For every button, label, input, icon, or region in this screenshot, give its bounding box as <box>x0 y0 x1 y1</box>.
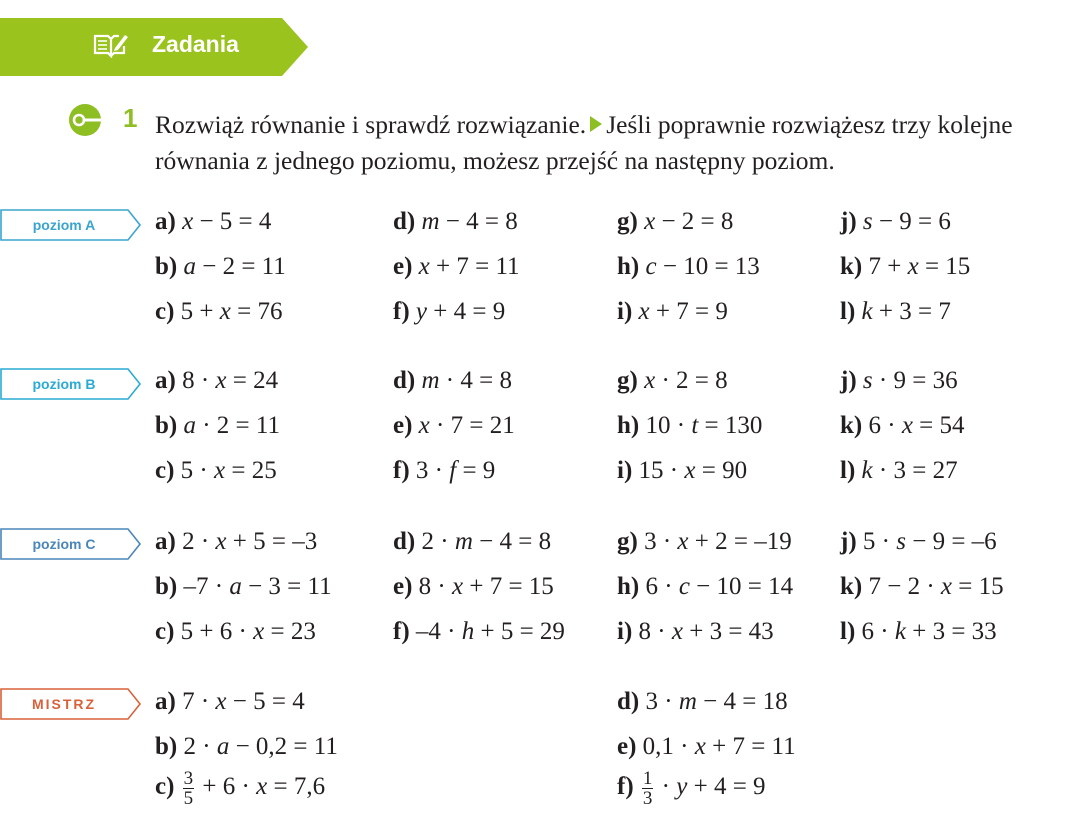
equation-letter: b) <box>155 253 184 280</box>
book-pencil-icon <box>93 32 129 58</box>
equation-letter: d) <box>617 688 646 715</box>
instruction-part-1: Rozwiąż równanie i sprawdź rozwiązanie. <box>155 110 587 139</box>
equation-letter: l) <box>840 457 862 484</box>
equation <box>617 253 760 281</box>
equation-expression: a · 2 = 11 <box>183 412 280 439</box>
level-label: poziom C <box>32 536 96 552</box>
equation <box>840 253 970 281</box>
equation-letter: d) <box>393 208 422 235</box>
equation <box>617 367 728 395</box>
equation <box>155 528 317 556</box>
equation <box>617 412 762 440</box>
equation-letter: d) <box>393 528 422 555</box>
fraction: $\frac{3}{5}$ <box>183 768 194 809</box>
equation-letter: l) <box>840 298 862 325</box>
equation-expression: 10 · t = 130 <box>645 412 763 439</box>
equation-expression: 5 + 6 · x = 23 <box>180 618 316 645</box>
equation <box>617 733 796 761</box>
equation <box>393 367 512 395</box>
equation-letter: c) <box>155 298 181 325</box>
equation-expression: c − 10 = 13 <box>645 253 760 280</box>
equation <box>155 367 278 395</box>
equation-letter: j) <box>840 367 863 394</box>
equation <box>617 528 792 556</box>
equation-expression: 3 · f = 9 <box>415 457 496 484</box>
equation-letter: i) <box>617 457 639 484</box>
equation <box>155 298 283 326</box>
equation <box>840 573 1004 601</box>
equation-expression: s − 9 = 6 <box>862 208 951 235</box>
equation-letter: b) <box>155 412 184 439</box>
equation-expression: 5 + x = 76 <box>180 298 283 325</box>
level-tag-c <box>0 528 142 560</box>
key-icon <box>68 103 114 137</box>
equation-letter: f) <box>393 457 416 484</box>
equation <box>155 733 338 761</box>
equation-letter: d) <box>393 367 422 394</box>
equation-expression: 2 · a − 0,2 = 11 <box>183 733 338 760</box>
equation <box>393 253 520 281</box>
equation-expression: 3 · m − 4 = 18 <box>645 688 788 715</box>
instruction-part-2: Jeśli poprawnie rozwiążesz trzy kolejne równania z jednego poziomu, możesz przejść na następny poziom. <box>155 110 1013 175</box>
equation-expression: –4 · h + 5 = 29 <box>415 618 565 645</box>
equation-expression: k + 3 = 7 <box>861 298 951 325</box>
equation-letter: k) <box>840 573 869 600</box>
equation-letter: f) <box>617 773 640 801</box>
equation-expression: 6 · x = 54 <box>868 412 965 439</box>
arrow-marker-icon <box>590 116 602 132</box>
equation-letter: a) <box>155 688 183 715</box>
equation-letter: h) <box>617 412 646 439</box>
level-label: MISTRZ <box>31 696 97 712</box>
equation-letter: i) <box>617 298 639 325</box>
equation <box>617 688 788 716</box>
equation-letter: a) <box>155 528 183 555</box>
equation-letter: e) <box>393 253 419 280</box>
equation-letter: c) <box>155 457 181 484</box>
equation-expression: + 6 · x = 7,6 <box>202 773 326 801</box>
equation-expression: –7 · a − 3 = 11 <box>183 573 332 600</box>
equation <box>155 769 325 808</box>
equation <box>840 208 951 236</box>
equation-letter: h) <box>617 573 646 600</box>
equation-expression: 15 · x = 90 <box>638 457 748 484</box>
equation-expression: k · 3 = 27 <box>861 457 958 484</box>
equation <box>155 412 280 440</box>
equation <box>617 457 747 485</box>
equation-letter: e) <box>393 573 419 600</box>
equation <box>393 412 515 440</box>
equation-expression: x + 7 = 11 <box>418 253 520 280</box>
equation-letter: j) <box>840 208 863 235</box>
fraction: $\frac{1}{3}$ <box>642 768 653 809</box>
equation-letter: g) <box>617 208 645 235</box>
equation-letter: b) <box>155 733 184 760</box>
equation-expression: m · 4 = 8 <box>421 367 512 394</box>
level-tag-mistrz <box>0 688 142 720</box>
equation <box>840 367 958 395</box>
equation-letter: a) <box>155 367 183 394</box>
equation-expression: 8 · x + 3 = 43 <box>638 618 774 645</box>
task-instruction <box>155 107 1055 179</box>
equation <box>840 412 965 440</box>
equation-expression: 8 · x = 24 <box>182 367 279 394</box>
task-number: 1 <box>123 103 138 133</box>
banner-title: Zadania <box>152 31 239 57</box>
equation-expression: m − 4 = 8 <box>421 208 518 235</box>
equation <box>617 769 766 808</box>
equation-letter: f) <box>393 298 416 325</box>
equation <box>393 528 551 556</box>
equation-letter: i) <box>617 618 639 645</box>
equation-letter: k) <box>840 253 869 280</box>
equation-expression: 7 · x − 5 = 4 <box>182 688 305 715</box>
equation-letter: h) <box>617 253 646 280</box>
equation-expression: a − 2 = 11 <box>183 253 286 280</box>
equation <box>840 528 997 556</box>
equation-letter: f) <box>393 618 416 645</box>
equation-letter: e) <box>393 412 419 439</box>
equation-expression: x + 7 = 9 <box>638 298 728 325</box>
equation <box>393 208 518 236</box>
equation <box>155 253 286 281</box>
equation <box>617 618 774 646</box>
equation <box>617 208 733 236</box>
equation-expression: 8 · x + 7 = 15 <box>418 573 554 600</box>
equation-letter: g) <box>617 367 645 394</box>
equation-letter: c) <box>155 618 181 645</box>
equation-expression: 7 − 2 · x = 15 <box>868 573 1004 600</box>
equation <box>155 208 271 236</box>
equation-letter: j) <box>840 528 863 555</box>
equation-expression: x − 2 = 8 <box>644 208 734 235</box>
equation-expression: 2 · x + 5 = –3 <box>182 528 318 555</box>
equation <box>155 688 305 716</box>
equation <box>393 618 565 646</box>
equation <box>617 298 728 326</box>
equation-expression: 2 · m − 4 = 8 <box>421 528 552 555</box>
equation <box>840 298 951 326</box>
level-label: poziom B <box>32 376 96 392</box>
equation-expression: x · 7 = 21 <box>418 412 515 439</box>
level-tag-a <box>0 209 142 241</box>
equation <box>155 618 316 646</box>
equation <box>617 573 793 601</box>
equation <box>155 573 332 601</box>
equation <box>840 457 958 485</box>
equation-letter: k) <box>840 412 869 439</box>
equation-letter: b) <box>155 573 184 600</box>
equation <box>155 457 277 485</box>
equation-expression: 6 · k + 3 = 33 <box>861 618 997 645</box>
equation-letter: l) <box>840 618 862 645</box>
level-label: poziom A <box>32 217 96 233</box>
level-tag-b <box>0 368 142 400</box>
equation-expression: s · 9 = 36 <box>862 367 958 394</box>
equation-letter: c) <box>155 773 181 801</box>
equation-expression: 3 · x + 2 = –19 <box>644 528 792 555</box>
equation <box>393 573 554 601</box>
equation-letter: e) <box>617 733 643 760</box>
equation <box>840 618 997 646</box>
equation-expression: x · 2 = 8 <box>644 367 728 394</box>
section-banner <box>0 18 308 76</box>
equation-expression: 6 · c − 10 = 14 <box>645 573 794 600</box>
equation-expression: y + 4 = 9 <box>415 298 506 325</box>
equation <box>393 298 505 326</box>
equation-expression: x − 5 = 4 <box>182 208 272 235</box>
equation-letter: g) <box>617 528 645 555</box>
equation <box>393 457 495 485</box>
equation-expression: 7 + x = 15 <box>868 253 971 280</box>
equation-expression: · y + 4 = 9 <box>661 773 766 801</box>
equation-expression: 5 · x = 25 <box>180 457 277 484</box>
equation-expression: 0,1 · x + 7 = 11 <box>642 733 796 760</box>
equation-letter: a) <box>155 208 183 235</box>
equation-expression: 5 · s − 9 = –6 <box>862 528 997 555</box>
